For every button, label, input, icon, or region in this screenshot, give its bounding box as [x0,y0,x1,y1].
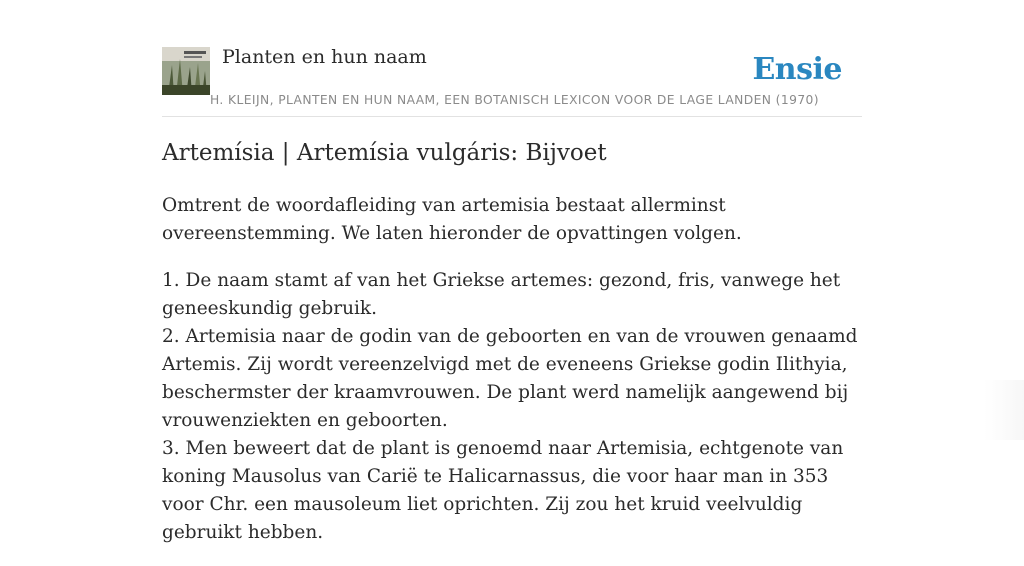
book-title[interactable]: Planten en hun naam [222,46,427,68]
header [162,0,862,117]
book-cover-icon [162,47,210,95]
intro-paragraph: Omtrent de woordafleiding van artemisia bestaat allerminst overeenstemming. We laten hieronder de opvattingen volgen. [162,195,742,244]
source-citation: H. KLEIJN, PLANTEN EN HUN NAAM, EEN BOTANISCH LEXICON VOOR DE LAGE LANDEN (1970) [210,93,819,107]
article-title: Artemísia | Artemísia vulgáris: Bijvoet [162,140,607,166]
right-edge-fade [984,380,1024,440]
list-item: 1. De naam stamt af van het Griekse artemes: gezond, fris, vanwege het geneeskundig gebruik. [162,270,841,319]
page [162,0,862,543]
list-item: 3. Men beweert dat de plant is genoemd naar Artemisia, echtgenote van koning Mausolus van Carië te Halicarnassus, die voor haar man in 353 voor Chr. een mausoleum liet oprichten. Zij zou het kruid veelvuldig gebruikt hebben. [162,438,844,543]
article-body [162,192,862,566]
etymology-list [162,267,862,547]
brand-logo[interactable]: Ensie [752,52,842,87]
book-cover-avatar[interactable] [162,47,210,95]
list-item: 2. Artemisia naar de godin van de geboorten en van de vrouwen genaamd Artemis. Zij wordt vereenzelvigd met de eveneens Griekse godin Ilithyia, beschermster der kraamvrouwen. De plant werd namelijk aangewend bij vrouwenziekten en geboorten. [162,326,858,431]
